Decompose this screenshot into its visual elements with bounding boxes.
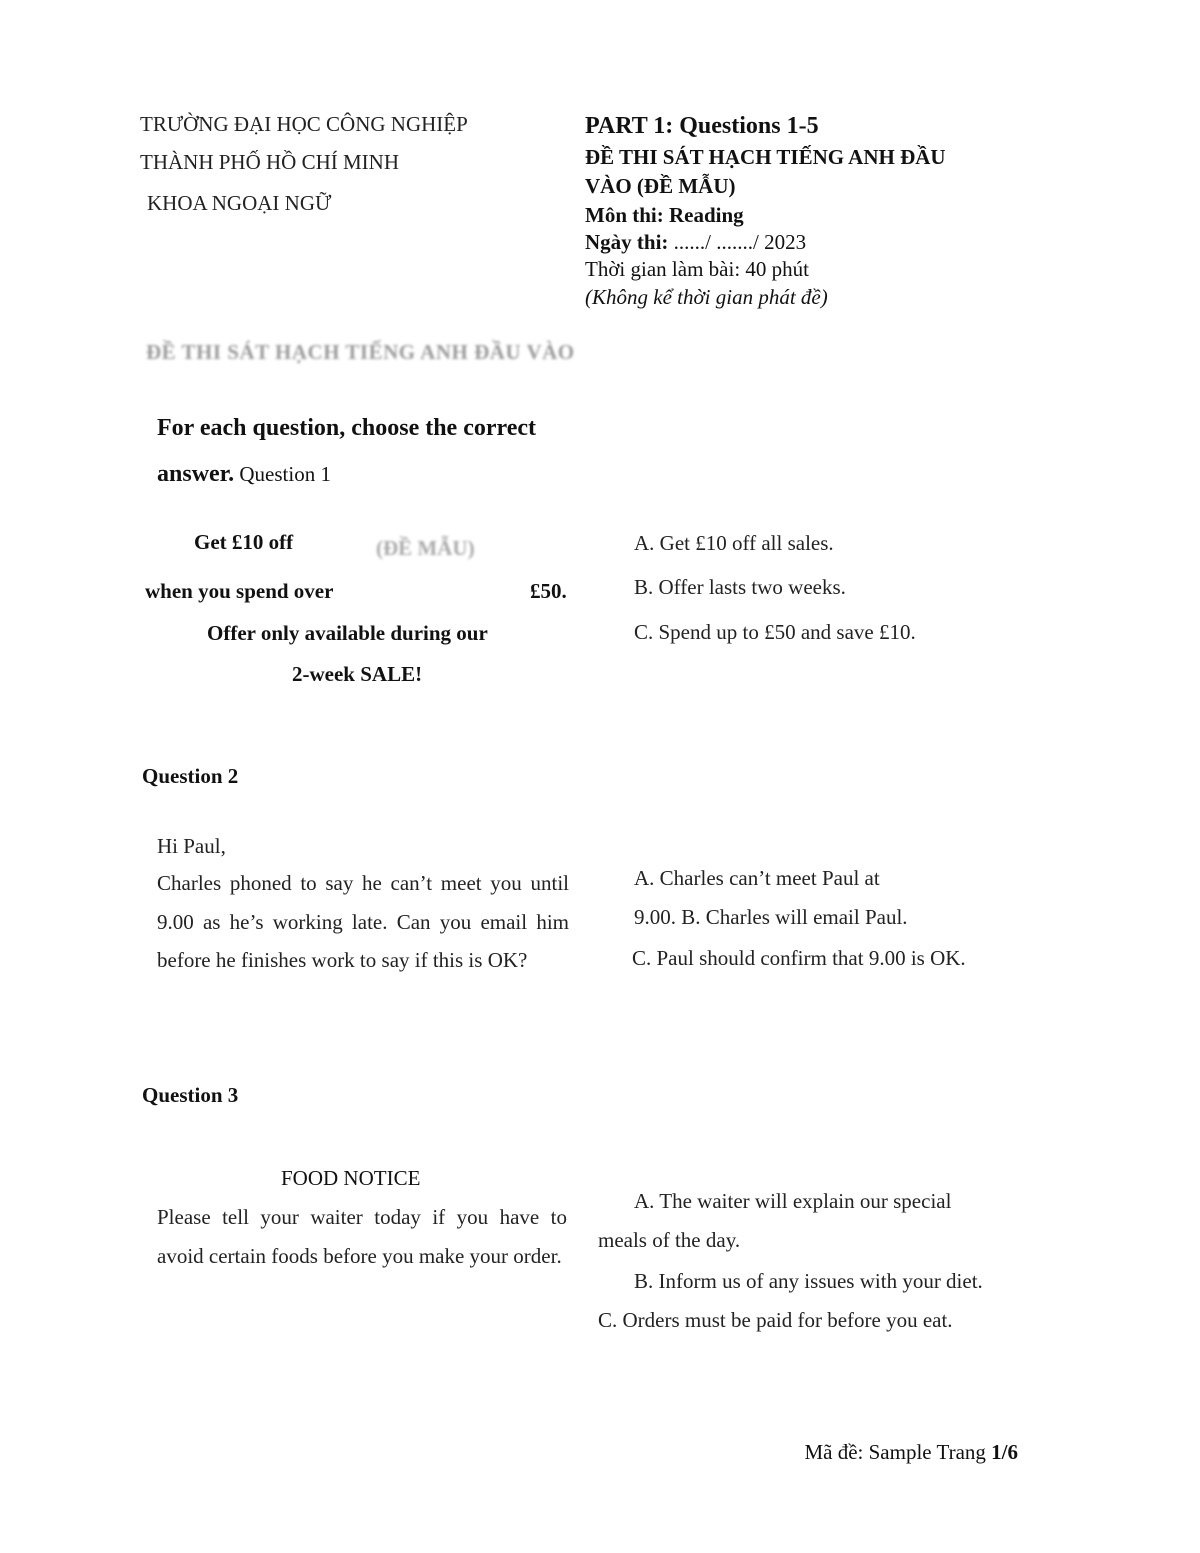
q1-option-b: B. Offer lasts two weeks. [634, 575, 846, 599]
date-label: Ngày thi: [585, 230, 669, 254]
q2-message-body [157, 864, 569, 980]
q3-option-a-line2: meals of the day. [598, 1228, 741, 1252]
exam-title-line2: VÀO (ĐỀ MẪU) [585, 174, 736, 198]
watermark-sample: (ĐỀ MẪU) [376, 536, 475, 560]
q2-message-text: Charles phoned to say he can’t meet you until 9.00 as he’s working late. Can you email him before he finishes work to say if this is OK? [157, 871, 569, 972]
exam-code: Mã đề: Sample Trang [804, 1440, 992, 1464]
subject-label: Môn thi: [585, 203, 664, 227]
instruction-line1: For each question, choose the correct [157, 415, 537, 441]
question2-heading: Question 2 [142, 764, 239, 788]
q3-option-a-line1: A. The waiter will explain our special [634, 1189, 952, 1213]
date-line [585, 230, 806, 255]
q2-option-line3: C. Paul should confirm that 9.00 is OK. [632, 946, 966, 970]
subject-line [585, 203, 744, 228]
subject-value: Reading [663, 203, 744, 227]
q3-notice-title: FOOD NOTICE [281, 1166, 421, 1190]
distribution-note: (Không kể thời gian phát đề) [585, 285, 828, 309]
question1-heading: Question 1 [234, 462, 331, 486]
q2-greeting: Hi Paul, [157, 834, 226, 858]
q1-ad-line1: Get £10 off [194, 530, 294, 554]
q1-ad-line2-right: £50. [530, 579, 567, 603]
duration: Thời gian làm bài: 40 phút [585, 257, 809, 281]
q1-option-a: A. Get £10 off all sales. [634, 531, 834, 555]
school-name-line1: TRƯỜNG ĐẠI HỌC CÔNG NGHIỆP [140, 112, 468, 136]
school-name-line2: THÀNH PHỐ HỒ CHÍ MINH [140, 150, 399, 174]
question3-heading: Question 3 [142, 1083, 239, 1107]
q3-option-b: B. Inform us of any issues with your diet. [634, 1269, 983, 1293]
instruction-answer: answer. [157, 461, 235, 487]
q2-option-line1: A. Charles can’t meet Paul at [634, 866, 880, 890]
date-value: ....../ ......./ 2023 [668, 230, 807, 254]
q3-option-c: C. Orders must be paid for before you eat. [598, 1308, 953, 1332]
q1-ad-line4: 2-week SALE! [292, 662, 423, 686]
page-footer [804, 1440, 1018, 1465]
instruction-line2 [157, 461, 331, 488]
q2-option-line2: 9.00. B. Charles will email Paul. [634, 905, 908, 929]
watermark-title: ĐỀ THI SÁT HẠCH TIẾNG ANH ĐẦU VÀO [146, 340, 575, 364]
q3-notice-text: Please tell your waiter today if you have to avoid certain foods before you make your order. [157, 1205, 567, 1268]
page-number: 1/6 [991, 1440, 1018, 1464]
exam-title-line1: ĐỀ THI SÁT HẠCH TIẾNG ANH ĐẦU [585, 145, 946, 169]
q1-ad-line3: Offer only available during our [207, 621, 488, 645]
q1-ad-line2-left: when you spend over [145, 579, 334, 603]
q3-notice-body [157, 1198, 567, 1275]
faculty-name: KHOA NGOẠI NGỮ [147, 191, 332, 215]
q1-option-c: C. Spend up to £50 and save £10. [634, 620, 916, 644]
part-title: PART 1: Questions 1-5 [585, 113, 819, 139]
